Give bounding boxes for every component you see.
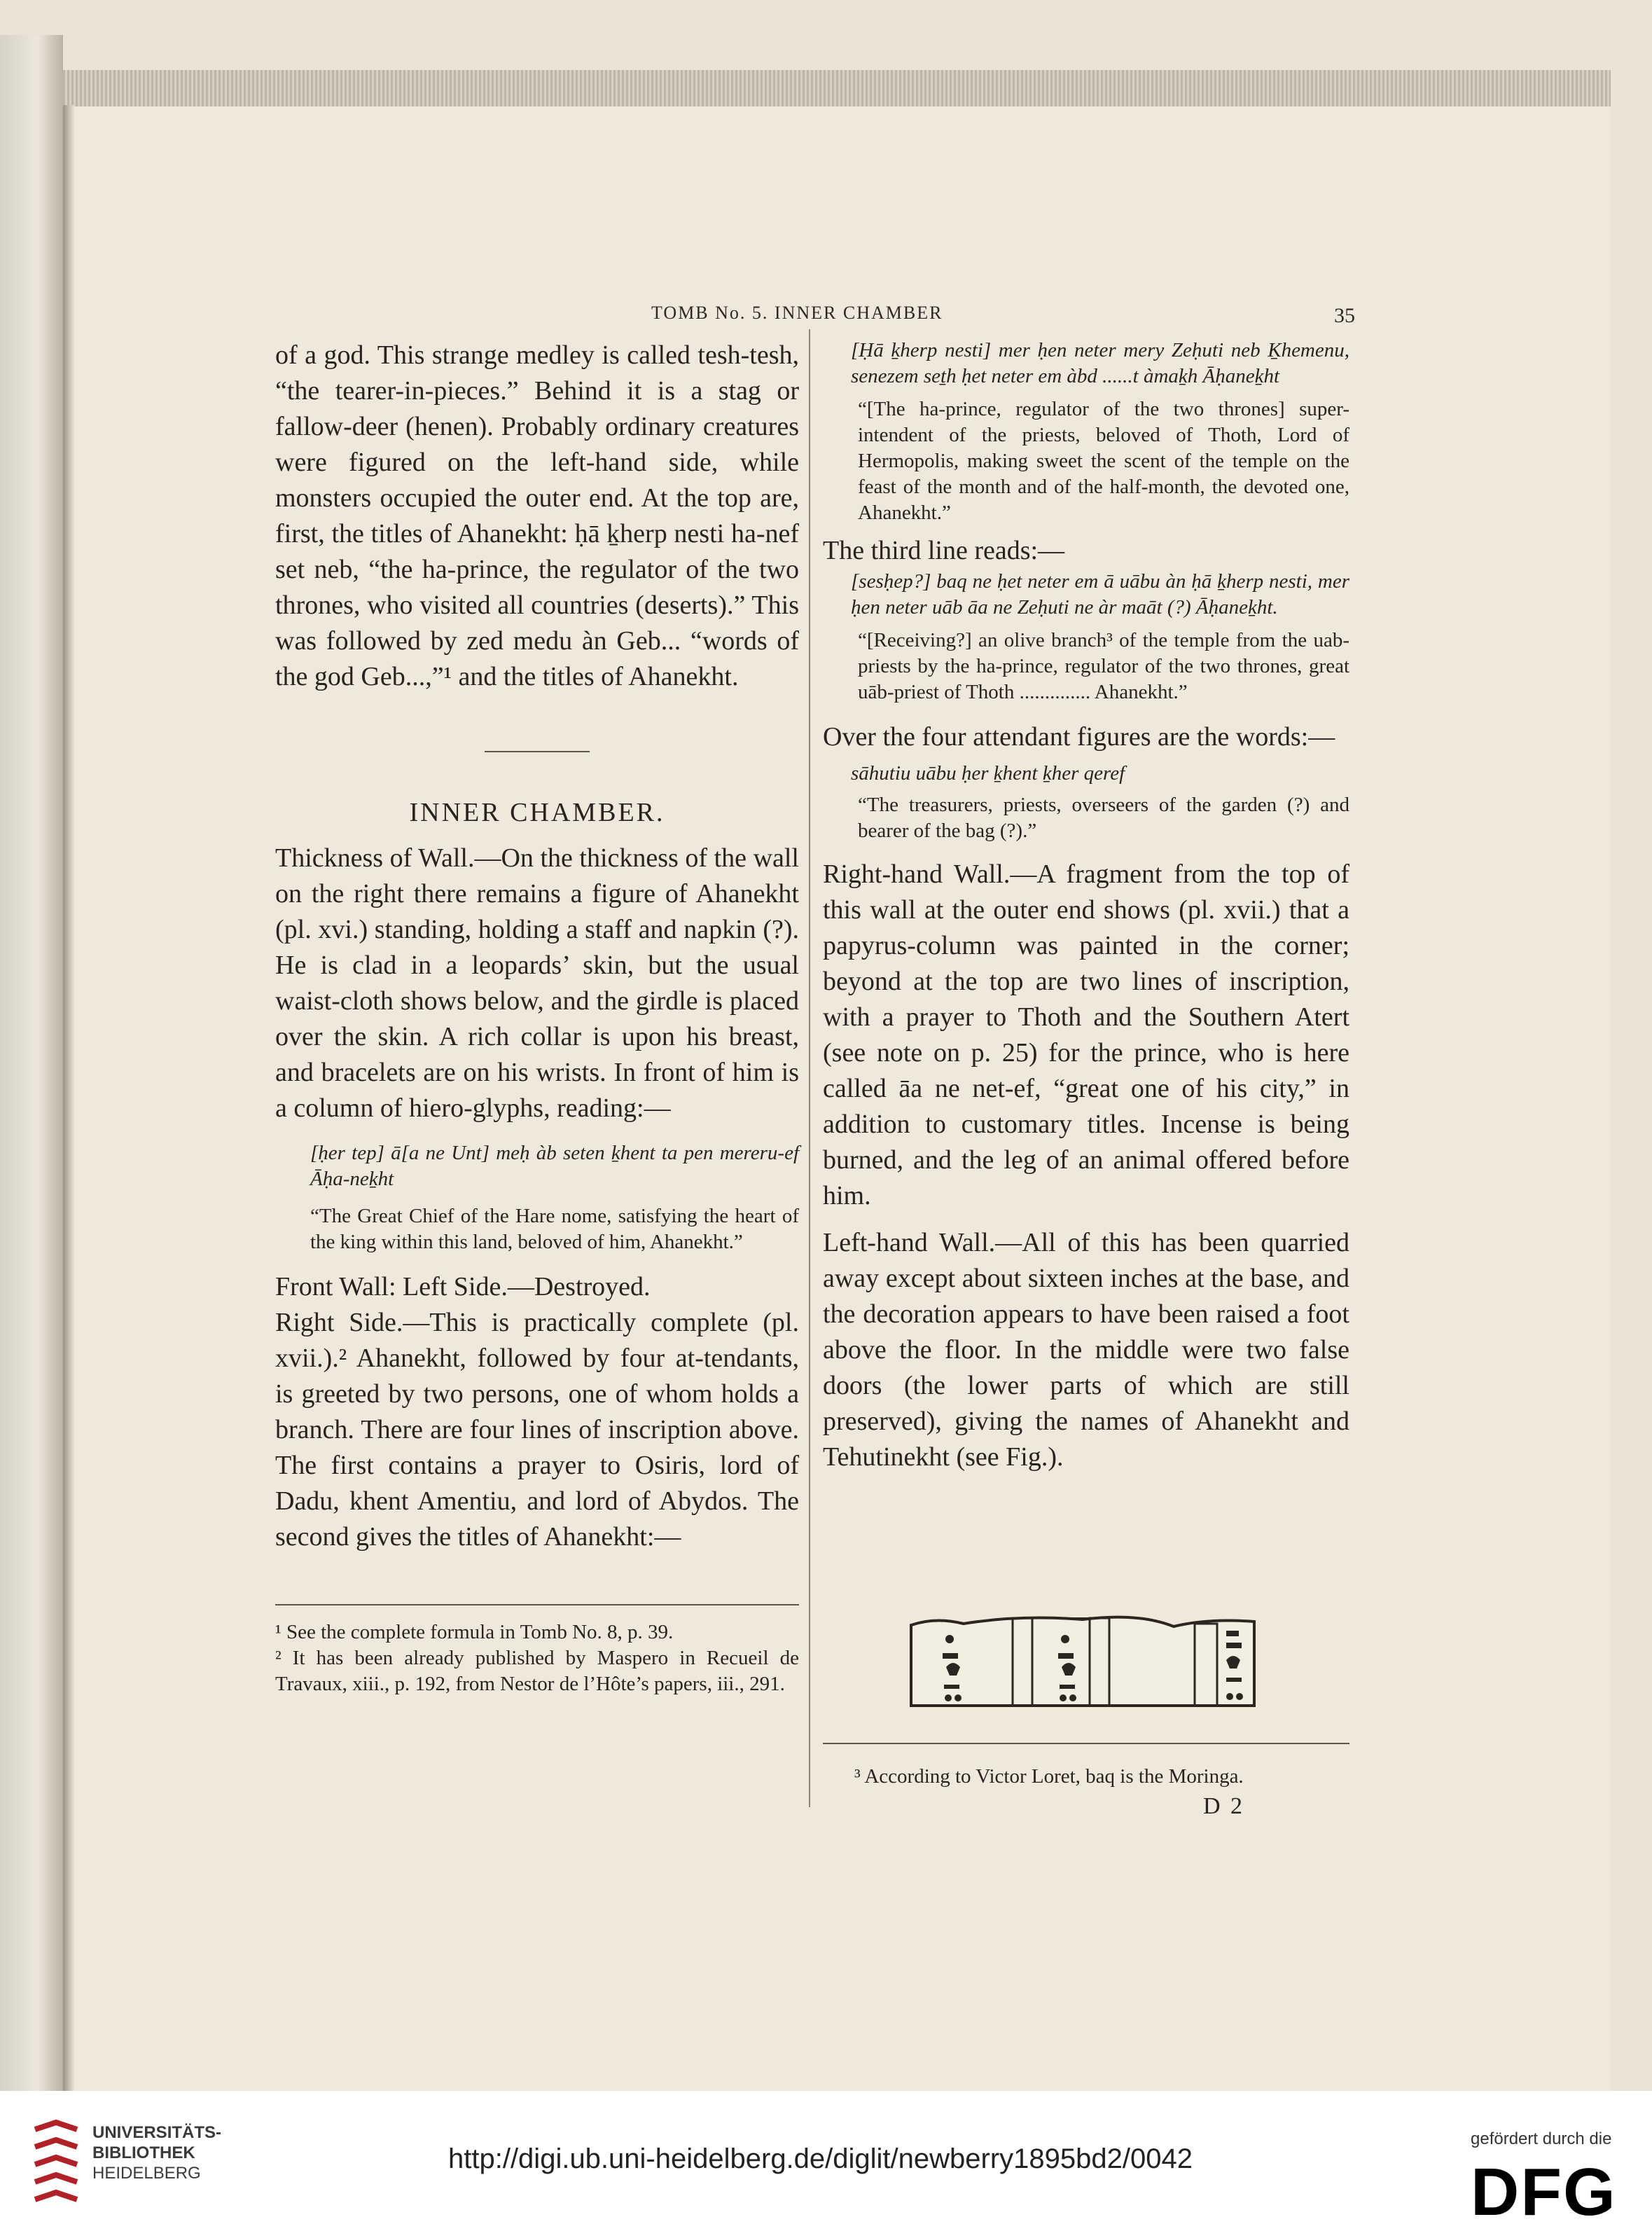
column-divider xyxy=(809,329,810,1807)
paragraph-opening: of a god. This strange medley is called tesh-tesh, “the tearer-in-pieces.” Behind it is a stag or fallow-deer (henen). Probably ordinary creatures were figured on the left-hand side, while monsters occupied the outer end. At the top are, first, the titles of Ahanekht: ḥā ḵherp nesti ha-nef set neb, “the ha-prince, the regulator of the two thrones, who visited all countries (deserts).” This was followed by zed medu àn Geb... “words of the god Geb...,”¹ and the titles of Ahanekht. xyxy=(275,340,799,691)
translation-1: “The Great Chief of the Hare nome, satisfying the heart of the king within this land, beloved of him, Ahanekht.” xyxy=(310,1205,799,1253)
transliteration-4: sāhutiu uābu ḥer ḵhent ḵher qeref xyxy=(851,762,1125,785)
funder-label: gefördert durch die xyxy=(1471,2129,1612,2148)
page-number: 35 xyxy=(1334,304,1355,327)
translation-3: “[Receiving?] an olive branch³ of the temple from the uab-priests by the ha-prince, regulator of the two thrones, great uāb-priest of Thoth .............. Ahanekht.” xyxy=(858,629,1349,703)
paragraph-right-hand-wall: Right-hand Wall.—A fragment from the top of this wall at the outer end shows (pl. xvii.) that a papyrus-column was painted in the corner; beyond at the top are two lines of inscription, with a prayer to Thoth and the Southern Atert (see note on p. 25) for the prince, who is here called āa ne net-ef, “great one of his city,” in addition to customary titles. Incense is being burned, and the leg of an animal offered before him. xyxy=(823,859,1349,1210)
paragraph-thickness-of-wall: Thickness of Wall.—On the thickness of the wall on the right there remains a figure of Ahanekht (pl. xvi.) standing, holding a staff and napkin (?). He is clad in a leopards’ skin, but the usual waist-cloth shows below, and the girdle is placed over the skin. A rich collar is upon his breast, and bracelets are on his wrists. In front of him is a column of hiero-glyphs, reading:— xyxy=(275,843,799,1123)
section-heading: INNER CHAMBER. xyxy=(409,798,665,827)
footnote-3: ³ According to Victor Loret, baq is the Moringa. xyxy=(854,1765,1244,1788)
right-column xyxy=(823,338,1349,1475)
library-name xyxy=(92,2122,221,2183)
paragraph-left-hand-wall: Left-hand Wall.—All of this has been quarried away except about sixteen inches at the base, and the decoration appears to have been raised a foot above the floor. In the middle were two false doors (the lower parts of which are still preserved), giving the names of Ahanekht and Tehutinekht (see Fig.). xyxy=(823,1228,1349,1472)
dfg-logo: DFG xyxy=(1471,2155,1617,2230)
translation-4: “The treasurers, priests, overseers of the garden (?) and bearer of the bag (?).” xyxy=(858,794,1349,842)
paragraph-front-wall: Front Wall: Left Side.—Destroyed. xyxy=(275,1272,651,1301)
left-column xyxy=(275,338,799,1697)
signature-mark: D 2 xyxy=(1203,1793,1245,1819)
library-name-line2: BIBLIOTHEK xyxy=(92,2143,195,2162)
false-doors-figure xyxy=(908,1611,1258,1709)
paragraph-third-line: The third line reads:— xyxy=(823,536,1065,565)
library-name-line3: HEIDELBERG xyxy=(92,2164,201,2183)
footnote-2: ² It has been already published by Maspero in Recueil de Travaux, xiii., p. 192, from Nestor de l’Hôte’s papers, iii., 291. xyxy=(275,1647,799,1695)
footnote-1: ¹ See the complete formula in Tomb No. 8, p. 39. xyxy=(275,1621,674,1643)
university-library-logo-icon xyxy=(28,2115,84,2213)
transliteration-3: [sesḥep?] baq ne ḥet neter em ā uābu àn ḥā ḵherp nesti, mer ḥen neter uāb āa ne Zeḥuti ne àr maāt (?) Āḥaneḵht. xyxy=(851,570,1349,619)
paragraph-attendant-figures: Over the four attendant figures are the words:— xyxy=(823,722,1335,752)
permalink-url[interactable]: http://digi.ub.uni-heidelberg.de/diglit/newberry1895bd2/0042 xyxy=(448,2143,1193,2174)
footnote-rule xyxy=(275,1604,799,1605)
running-title: TOMB No. 5. INNER CHAMBER xyxy=(651,303,943,323)
color-calibration-strip xyxy=(63,70,1611,109)
transliteration-1: [ḥer tep] ā[a ne Unt] meḥ àb seten ḵhent ta pen mereru-ef Āḥa-neḵht xyxy=(310,1142,799,1190)
translation-2: “[The ha-prince, regulator of the two thrones] super-intendent of the priests, beloved of Thoth, Lord of Hermopolis, making sweet the scent of the temple on the feast of the month and of the half-month, the devoted one, Ahanekht.” xyxy=(858,398,1349,524)
book-edge xyxy=(0,35,63,2091)
transliteration-2: [Ḥā ḵherp nesti] mer ḥen neter mery Zeḥuti neb Ḵhemenu, senezem seṯh ḥet neter em àbd ......t àmaḵh Āḥaneḵht xyxy=(851,339,1349,387)
footnote-rule-right xyxy=(823,1743,1349,1744)
gutter-shadow xyxy=(63,105,74,2091)
section-divider xyxy=(485,751,590,752)
paragraph-right-side: Right Side.—This is practically complete (pl. xvii.).² Ahanekht, followed by four at-tendants, is greeted by two persons, one of whom holds a branch. There are four lines of inscription above. The first contains a prayer to Osiris, lord of Dadu, khent Amentiu, and lord of Abydos. The second gives the titles of Ahanekht:— xyxy=(275,1308,799,1552)
library-name-line1: UNIVERSITÄTS- xyxy=(92,2123,222,2142)
